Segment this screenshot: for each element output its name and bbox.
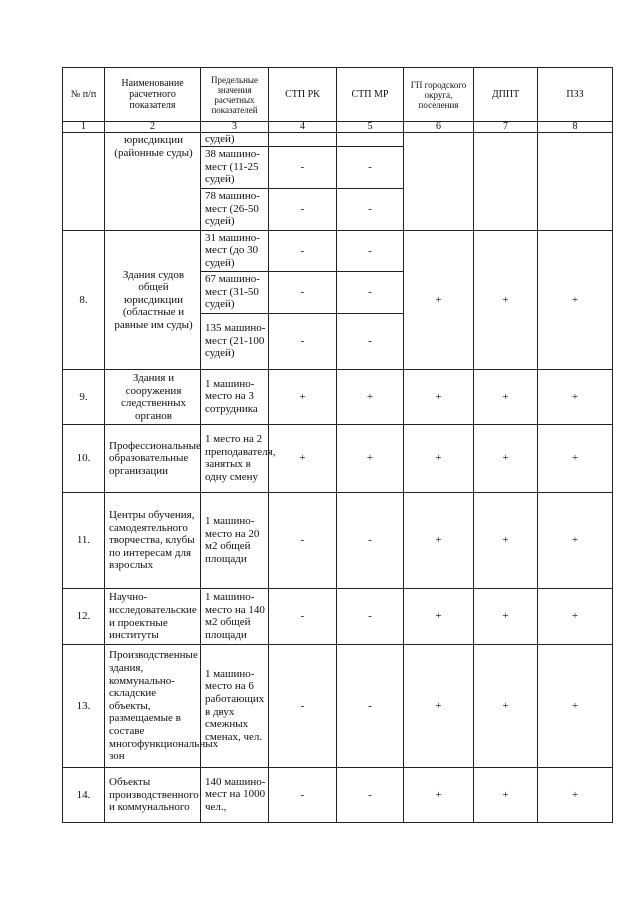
cell-empty xyxy=(269,133,337,147)
cell-mark: + xyxy=(538,767,613,822)
cell-mark: - xyxy=(269,313,337,369)
row-limit: судей) xyxy=(201,133,269,147)
cell-mark: + xyxy=(474,230,538,369)
cell-empty xyxy=(404,133,474,231)
row-limit: 1 машино-место на 140 м2 общей площади xyxy=(201,588,269,644)
cell-mark: - xyxy=(269,644,337,767)
cell-mark: - xyxy=(269,492,337,588)
row-limit: 67 машино-мест (31-50 судей) xyxy=(201,271,269,313)
row-index: 12. xyxy=(63,588,105,644)
cell-mark: + xyxy=(337,369,404,424)
cell-mark: + xyxy=(404,230,474,369)
cell-mark: - xyxy=(337,644,404,767)
cell-mark: + xyxy=(404,492,474,588)
row-name: Здания судов общей юрисдикции (областные и равные им суды) xyxy=(105,230,201,369)
column-number: 1 xyxy=(63,122,105,133)
cell-mark: - xyxy=(269,767,337,822)
column-number: 4 xyxy=(269,122,337,133)
cell-mark: + xyxy=(474,588,538,644)
header-row xyxy=(63,68,613,122)
header-dppt: ДППТ xyxy=(474,68,538,122)
cell-empty xyxy=(337,133,404,147)
row-index: 13. xyxy=(63,644,105,767)
row-name: юрисдикции (районные суды) xyxy=(105,133,201,231)
row-index: 8. xyxy=(63,230,105,369)
table-row xyxy=(63,424,613,492)
cell-mark: - xyxy=(269,188,337,230)
cell-mark: + xyxy=(538,424,613,492)
row-limit: 135 машино-мест (21-100 судей) xyxy=(201,313,269,369)
cell-mark: - xyxy=(269,230,337,271)
cell-mark: + xyxy=(404,424,474,492)
column-number: 3 xyxy=(201,122,269,133)
parking-norms-table xyxy=(62,67,613,823)
cell-mark: + xyxy=(538,230,613,369)
table-row xyxy=(63,492,613,588)
cell-mark: - xyxy=(337,230,404,271)
cell-mark: - xyxy=(269,588,337,644)
cell-mark: + xyxy=(538,369,613,424)
row-index: 11. xyxy=(63,492,105,588)
row-limit: 1 место на 2 преподавателя, занятых в одну смену xyxy=(201,424,269,492)
cell-mark: - xyxy=(337,188,404,230)
cell-mark: + xyxy=(538,588,613,644)
table-row xyxy=(63,644,613,767)
cell-mark: + xyxy=(474,369,538,424)
column-number: 6 xyxy=(404,122,474,133)
header-indicator-name: Наименование расчетного показателя xyxy=(105,68,201,122)
column-number: 7 xyxy=(474,122,538,133)
cell-empty xyxy=(474,133,538,231)
cell-mark: - xyxy=(337,588,404,644)
column-number-row xyxy=(63,122,613,133)
column-number: 5 xyxy=(337,122,404,133)
row-name: Научно-исследовательские и проектные институты xyxy=(105,588,201,644)
column-number: 2 xyxy=(105,122,201,133)
row-name: Объекты производственного и коммунального xyxy=(105,767,201,822)
cell-mark: - xyxy=(269,271,337,313)
row-limit: 38 машино-мест (11-25 судей) xyxy=(201,146,269,188)
cell-mark: + xyxy=(474,767,538,822)
cell-mark: + xyxy=(474,644,538,767)
header-index: № п/п xyxy=(63,68,105,122)
row-name: Центры обучения, самодеятельного творчества, клубы по интересам для взрослых xyxy=(105,492,201,588)
table-row xyxy=(63,369,613,424)
row-limit: 140 машино-мест на 1000 чел., xyxy=(201,767,269,822)
cell-mark: + xyxy=(474,492,538,588)
table-row xyxy=(63,133,613,147)
row-name: Здания и сооружения следственных органов xyxy=(105,369,201,424)
cell-mark: + xyxy=(404,767,474,822)
table-row xyxy=(63,588,613,644)
cell-mark: + xyxy=(538,492,613,588)
cell-mark: + xyxy=(538,644,613,767)
header-limit-values: Предельные значения расчетных показателей xyxy=(201,68,269,122)
cell-mark: + xyxy=(474,424,538,492)
header-stp-rk: СТП РК xyxy=(269,68,337,122)
cell-mark: + xyxy=(404,644,474,767)
row-index xyxy=(63,133,105,231)
row-limit: 31 машино-мест (до 30 судей) xyxy=(201,230,269,271)
cell-mark: - xyxy=(337,767,404,822)
column-number: 8 xyxy=(538,122,613,133)
row-limit: 1 машино-место на 6 работающих в двух смежных сменах, чел. xyxy=(201,644,269,767)
row-name: Профессиональные образовательные организации xyxy=(105,424,201,492)
cell-empty xyxy=(538,133,613,231)
header-pzz: ПЗЗ xyxy=(538,68,613,122)
cell-mark: - xyxy=(337,146,404,188)
row-name: Производственные здания, коммунально-складские объекты, размещаемые в составе многофункциональных зон xyxy=(105,644,201,767)
cell-mark: - xyxy=(337,492,404,588)
table-row xyxy=(63,230,613,271)
cell-mark: - xyxy=(337,313,404,369)
cell-mark: - xyxy=(337,271,404,313)
cell-mark: + xyxy=(337,424,404,492)
cell-mark: + xyxy=(404,588,474,644)
row-limit: 1 машино-место на 20 м2 общей площади xyxy=(201,492,269,588)
table-row xyxy=(63,767,613,822)
row-limit: 78 машино-мест (26-50 судей) xyxy=(201,188,269,230)
header-stp-mr: СТП МР xyxy=(337,68,404,122)
cell-mark: + xyxy=(269,424,337,492)
row-index: 14. xyxy=(63,767,105,822)
row-index: 10. xyxy=(63,424,105,492)
cell-mark: + xyxy=(269,369,337,424)
row-index: 9. xyxy=(63,369,105,424)
cell-mark: + xyxy=(404,369,474,424)
header-gp: ГП городского округа, поселения xyxy=(404,68,474,122)
row-limit: 1 машино-место на 3 сотрудника xyxy=(201,369,269,424)
cell-mark: - xyxy=(269,146,337,188)
